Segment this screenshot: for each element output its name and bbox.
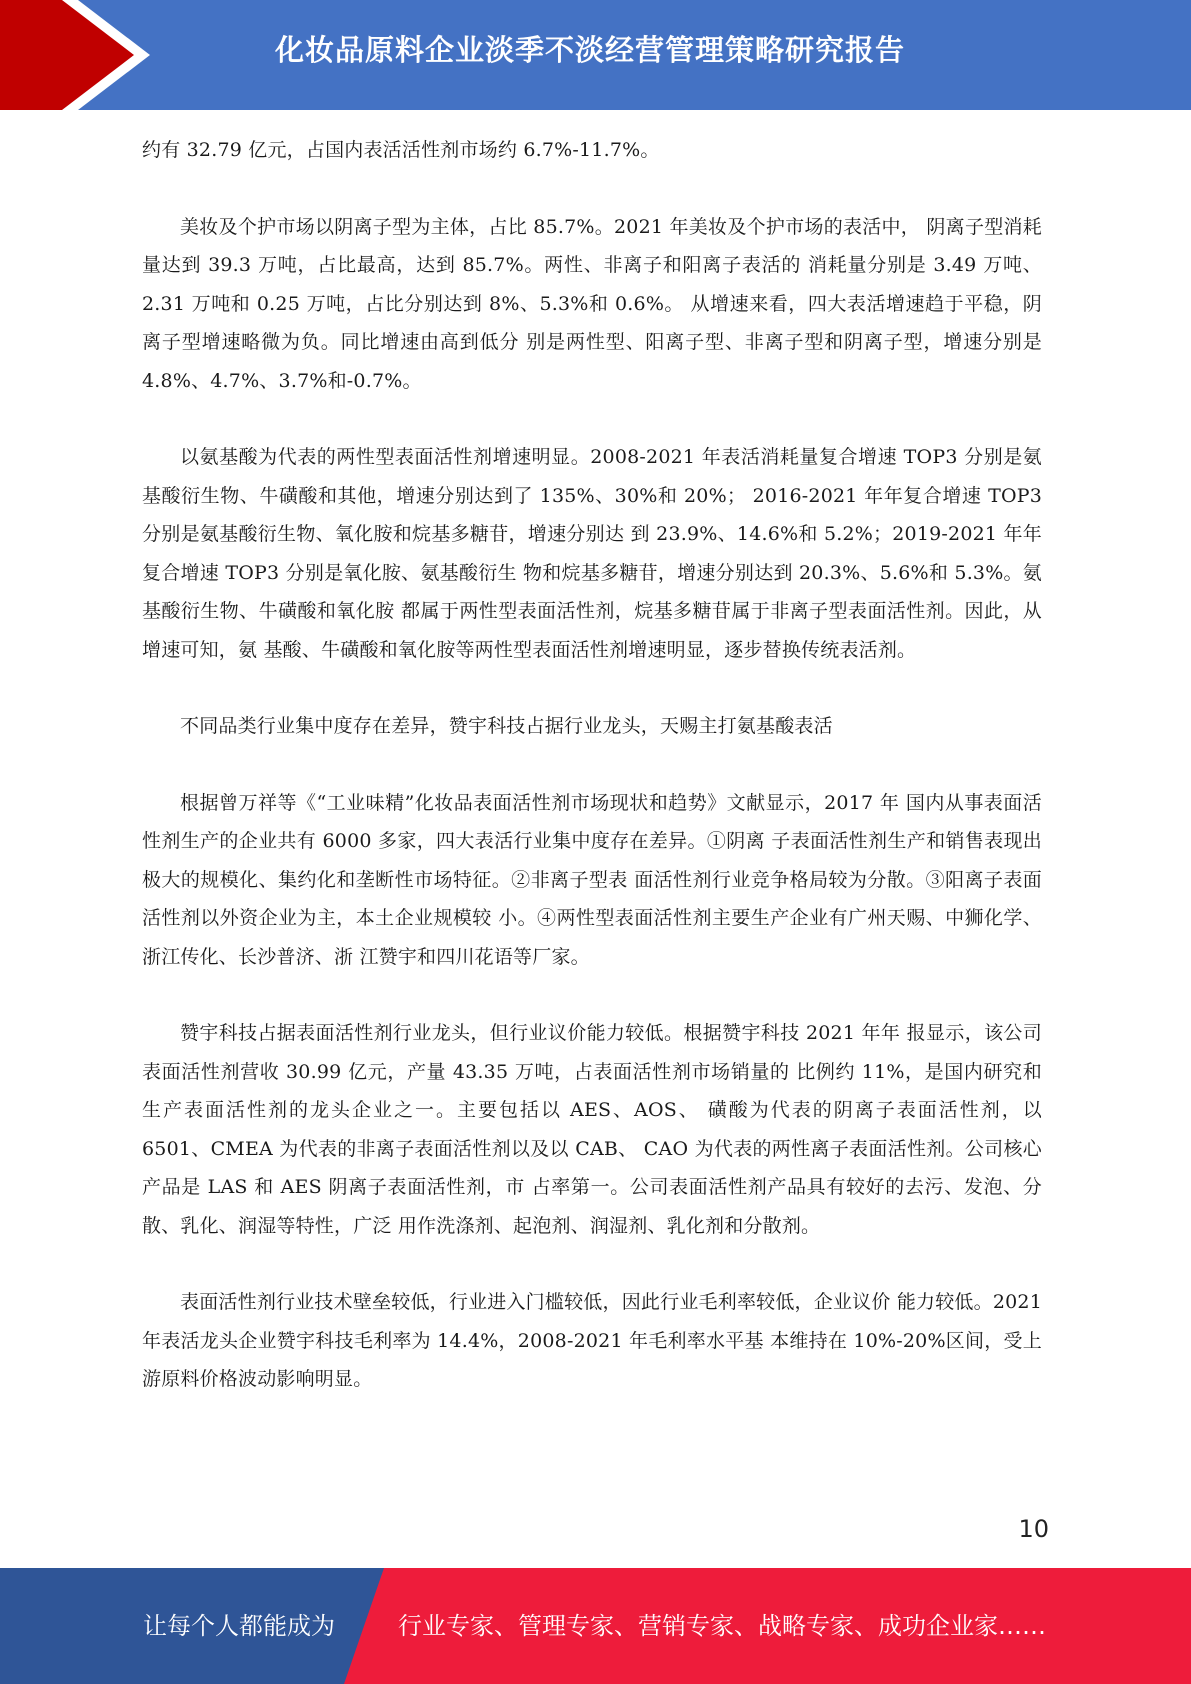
footer-slogan-left: 让每个人都能成为 [143, 1612, 335, 1640]
header-chevron-icon [0, 0, 160, 110]
paragraph-amino-acid-growth: 以氨基酸为代表的两性型表面活性剂增速明显。2008-2021 年表活消耗量复合增速 TOP3 分别是氨基酸衍生物、牛磺酸和其他，增速分别达到了 135%、30%和 20%； 2016-2021 年年复合增速 TOP3 分别是氨基酸衍生物、氧化胺和烷基多糖苷，增速分别达 到 23.9%、14.6%和 5.2%；2019-2021 年年复合增速 TOP3 分别是氧化胺、氨基酸衍生 物和烷基多糖苷，增速分别达到 20.3%、5.6%和 5.3%。氨基酸衍生物、牛磺酸和氧化胺 都属于两性型表面活性剂，烷基多糖苷属于非离子型表面活性剂。因此，从增速可知，氨 基酸、牛磺酸和氧化胺等两性型表面活性剂增速明显，逐步替换传统表活剂。 [142, 446, 1042, 661]
page-number: 10 [1018, 1515, 1049, 1543]
paragraph-beauty-market: 美妆及个护市场以阴离子型为主体，占比 85.7%。2021 年美妆及个护市场的表活中， 阴离子型消耗量达到 39.3 万吨，占比最高，达到 85.7%。两性、非离子和阳离子表活的 消耗量分别是 3.49 万吨、2.31 万吨和 0.25 万吨，占比分别达到 8%、5.3%和 0.6%。 从增速来看，四大表活增速趋于平稳，阴离子型增速略微为负。同比增速由高到低分 别是两性型、阳离子型、非离子型和阴离子型，增速分别是 4.8%、4.7%、3.7%和-0.7%。 [142, 215, 1042, 392]
document-body [142, 131, 1042, 1437]
footer-banner [0, 1568, 1191, 1684]
section-heading: 不同品类行业集中度存在差异，赞宇科技占据行业龙头，天赐主打氨基酸表活 [180, 715, 833, 737]
paragraph-industry-concentration: 根据曾万祥等《“工业味精”化妆品表面活性剂市场现状和趋势》文献显示，2017 年 国内从事表面活性剂生产的企业共有 6000 多家，四大表活行业集中度存在差异。①阴离 子表面活性剂生产和销售表现出极大的规模化、集约化和垄断性市场特征。②非离子型表 面活性剂行业竞争格局较为分散。③阳离子表面活性剂以外资企业为主，本土企业规模较 小。④两性型表面活性剂主要生产企业有广州天赐、中狮化学、浙江传化、长沙普济、浙 江赞宇和四川花语等厂家。 [142, 791, 1042, 968]
paragraph-technical-barrier: 表面活性剂行业技术壁垒较低，行业进入门槛较低，因此行业毛利率较低，企业议价 能力较低。2021 年表活龙头企业赞宇科技毛利率为 14.4%，2008-2021 年毛利率水平基 本维持在 10%-20%区间，受上游原料价格波动影响明显。 [142, 1291, 1042, 1390]
report-title: 化妆品原料企业淡季不淡经营管理策略研究报告 [275, 33, 906, 67]
paragraph-continuation: 约有 32.79 亿元，占国内表活活性剂市场约 6.7%-11.7%。 [142, 139, 660, 161]
header-bar [0, 0, 1191, 110]
paragraph-zanyu-leader: 赞宇科技占据表面活性剂行业龙头，但行业议价能力较低。根据赞宇科技 2021 年年 报显示，该公司表面活性剂营收 30.99 亿元，产量 43.35 万吨，占表面活性剂市场销量的 比例约 11%，是国内研究和生产表面活性剂的龙头企业之一。主要包括以 AES、AOS、 磺酸为代表的阴离子表面活性剂，以 6501、CMEA 为代表的非离子表面活性剂以及以 CAB、 CAO 为代表的两性离子表面活性剂。公司核心产品是 LAS 和 AES 阴离子表面活性剂，市 占率第一。公司表面活性剂产品具有较好的去污、发泡、分散、乳化、润湿等特性，广泛 用作洗涤剂、起泡剂、润湿剂、乳化剂和分散剂。 [142, 1022, 1042, 1237]
footer-slogan-right: 行业专家、管理专家、营销专家、战略专家、成功企业家…… [398, 1612, 1046, 1640]
